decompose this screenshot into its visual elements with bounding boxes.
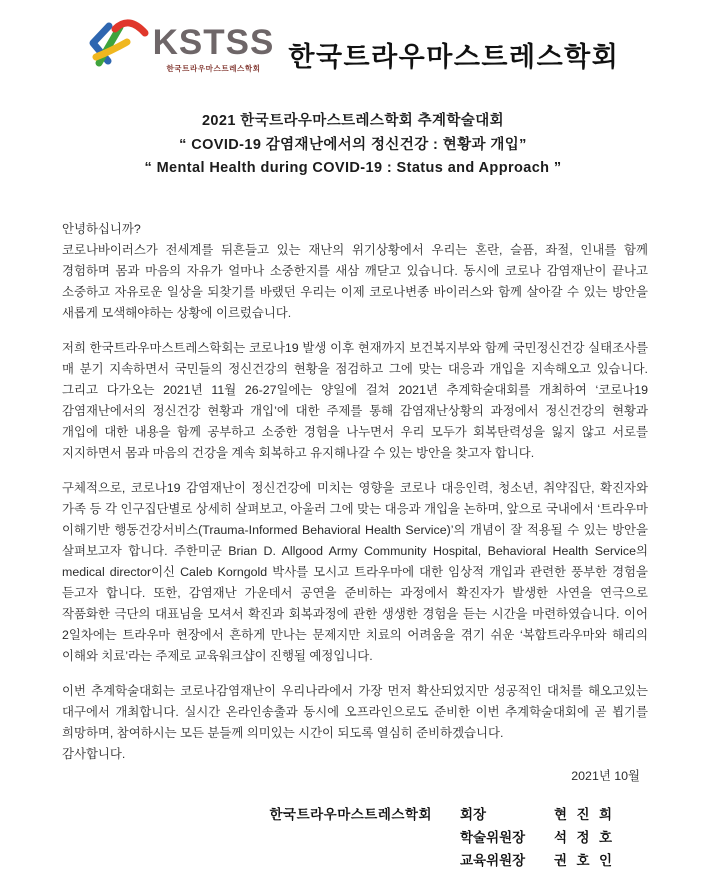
conference-title-line3: “ Mental Health during COVID-19 : Status and Approach ” bbox=[144, 160, 562, 176]
organization-title: 한국트라우마스트레스학회 bbox=[288, 42, 620, 72]
letter-body bbox=[62, 219, 648, 787]
paragraph-4: 이번 추계학술대회는 코로나감염재난이 우리나라에서 가장 먼저 확산되었지만 성공적인 대처를 해오고있는 대구에서 개최합니다. 실시간 온라인송출과 동시에 오프라인으로도 준비한 이번 추계학술대회에 곧 뵙기를 희망하며, 참여하시는 모든 분들께 의미있는 시간이 되도록 열심히 준비하겠습니다. bbox=[62, 683, 648, 740]
role-title-education-chair: 교육위원장 bbox=[460, 852, 526, 868]
signature-row-academic-chair bbox=[460, 826, 612, 849]
date-line: 2021년 10월 bbox=[571, 768, 640, 783]
signature-block bbox=[0, 803, 612, 872]
logo-acronym: KSTSS bbox=[152, 23, 275, 62]
paragraph-1: 코로나바이러스가 전세계를 뒤흔들고 있는 재난의 위기상황에서 우리는 혼란, 슬픔, 좌절, 인내를 함께 경험하며 몸과 마음의 자유가 얼마나 소중한지를 새삼 깨닫고 있습니다. 동시에 코로나 감염재난이 끝나고 소중하고 자유로운 일상을 되찾기를 바랬던 우리는 이제 코로나변종 바이러스와 함께 살아갈 수 있는 방안을 새롭게 모색해야하는 상황에 이르렀습니다. bbox=[62, 242, 648, 320]
role-name-president: 현 진 희 bbox=[554, 806, 612, 822]
greeting-line: 안녕하십니까? bbox=[62, 221, 141, 236]
conference-title-line2: “ COVID-19 감염재난에서의 정신건강 : 현황과 개입” bbox=[179, 136, 527, 153]
document-header bbox=[0, 0, 706, 74]
signature-org-name: 한국트라우마스트레스학회 bbox=[269, 806, 432, 822]
signature-rows bbox=[460, 803, 612, 872]
role-title-president: 회장 bbox=[460, 806, 487, 822]
paragraph-3: 구체적으로, 코로나19 감염재난이 정신건강에 미치는 영향을 코로나 대응인력, 청소년, 취약집단, 확진자와 가족 등 각 인구집단별로 상세히 살펴보고, 아울러 그에 맞는 대응과 개입을 논하며, 앞으로 국내에서 ‘트라우마 이해기반 행동건강서비스(Trauma-Informed Behavioral Health Service)’의 개념이 잘 적용될 수 있는 방안을 살펴보고자 합니다. 주한미군 Brian D. Allgood Army Community Hospital, Behavioral Health Service의 medical director이신 Caleb Korngold 박사를 모시고 트라우마에 대한 임상적 개입과 관련한 풍부한 경험을 듣고자 합니다. 또한, 감염재난 가운데서 공연을 준비하는 과정에서 확진자가 발생한 사연을 연극으로 작품화한 극단의 대표님을 모셔서 확진과 회복과정에 관한 생생한 경험을 듣는 시간을 마련하였습니다. 이어 2일차에는 트라우마 현장에서 흔하게 만나는 문제지만 치료의 어려움을 겪기 쉬운 ‘복합트라우마와 해리의 이해와 치료’라는 주제로 교육워크샵이 진행될 예정입니다. bbox=[62, 480, 649, 663]
signature-row-education-chair bbox=[460, 849, 612, 872]
conference-title-line1: 2021 한국트라우마스트레스학회 추계학술대회 bbox=[201, 113, 505, 129]
role-name-academic-chair: 석 정 호 bbox=[554, 829, 612, 845]
kstss-logo bbox=[87, 13, 275, 74]
logo-subtext: 한국트라우마스트레스학회 bbox=[166, 64, 261, 73]
conference-title-block bbox=[0, 110, 706, 181]
signature-row-president bbox=[460, 803, 612, 826]
paragraph-2: 저희 한국트라우마스트레스학회는 코로나19 발생 이후 현재까지 보건복지부와 함께 국민정신건강 실태조사를 매 분기 지속하면서 국민들의 정신건강의 현황을 점검하고 그에 맞는 대응과 개입을 지속해오고 있습니다. 그리고 다가오는 2021년 11월 26-27일에는 양일에 걸쳐 2021년 추계학술대회를 개최하여 ‘코로나19 감염재난에서의 정신건강 현황과 개입’에 대한 주제를 통해 감염재난상황의 과정에서 정신건강의 현황과 개입에 대한 내용을 함께 공부하고 소중한 경험을 나누면서 우리 모두가 회복탄력성을 잃지 않고 서로를 지지하면서 몸과 마음의 건강을 계속 회복하고 유지해나갈 수 있는 방안을 찾고자 합니다. bbox=[62, 340, 648, 460]
role-name-education-chair: 권 호 인 bbox=[554, 852, 612, 868]
logo-text-column bbox=[153, 25, 275, 74]
kstss-kite-figure-icon bbox=[87, 13, 149, 69]
closing-line: 감사합니다. bbox=[62, 746, 126, 761]
role-title-academic-chair: 학술위원장 bbox=[460, 829, 526, 845]
